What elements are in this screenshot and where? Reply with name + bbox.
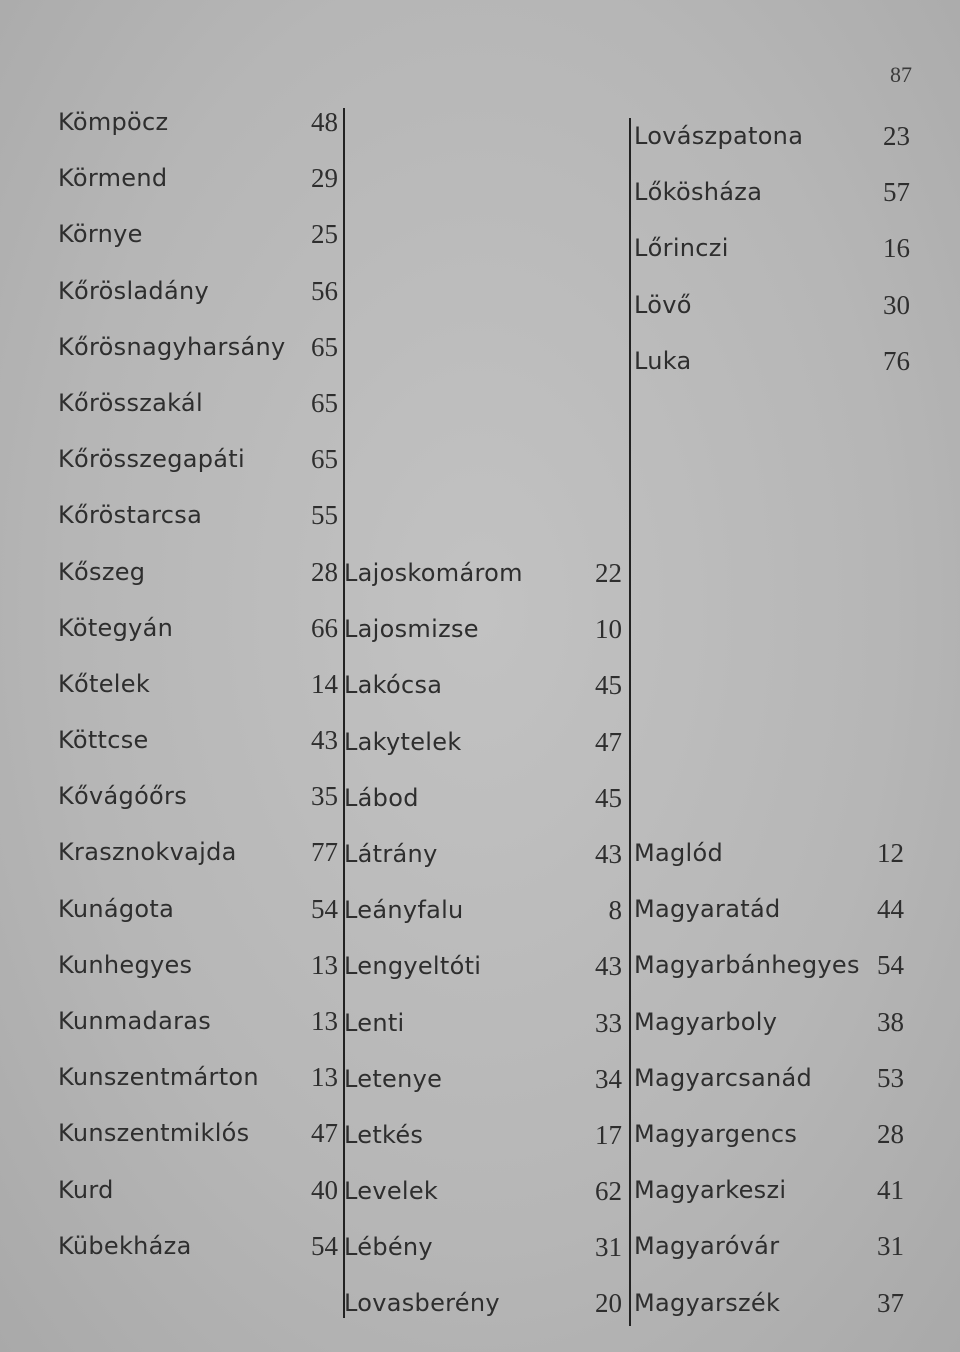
list-item bbox=[58, 714, 338, 770]
place-name: Lőkösháza bbox=[634, 178, 763, 207]
list-item bbox=[344, 716, 622, 772]
place-number: 28 bbox=[311, 556, 338, 587]
place-name: Lábod bbox=[344, 783, 419, 812]
list-item bbox=[58, 995, 338, 1051]
place-name: Körmend bbox=[58, 164, 168, 193]
list-item bbox=[344, 547, 622, 603]
place-number: 66 bbox=[311, 612, 338, 643]
place-name: Kübekháza bbox=[58, 1231, 192, 1260]
place-number: 28 bbox=[877, 1118, 904, 1149]
place-number: 38 bbox=[877, 1006, 904, 1037]
place-number: 13 bbox=[311, 949, 338, 980]
place-name: Lajosmizse bbox=[344, 615, 479, 644]
list-item bbox=[634, 939, 904, 995]
list-item bbox=[58, 546, 338, 602]
list-item bbox=[344, 828, 622, 884]
list-item bbox=[58, 826, 338, 882]
place-number: 29 bbox=[311, 163, 338, 194]
place-number: 41 bbox=[877, 1175, 904, 1206]
place-name: Kőröstarcsa bbox=[58, 501, 203, 530]
list-item bbox=[344, 603, 622, 659]
place-name: Magyarcsanád bbox=[634, 1063, 813, 1092]
place-number: 45 bbox=[595, 670, 622, 701]
place-name: Kunszentmiklós bbox=[58, 1119, 250, 1148]
list-item bbox=[344, 884, 622, 940]
page-number: 87 bbox=[890, 62, 912, 87]
list-item bbox=[634, 110, 910, 166]
list-item bbox=[58, 321, 338, 377]
place-number: 54 bbox=[877, 950, 904, 981]
place-name: Kunmadaras bbox=[58, 1007, 212, 1035]
place-number: 65 bbox=[311, 444, 338, 475]
place-name: Kőszeg bbox=[58, 557, 146, 586]
place-number: 10 bbox=[595, 614, 622, 645]
place-number: 35 bbox=[311, 781, 338, 812]
place-number: 43 bbox=[311, 725, 338, 756]
place-name: Kőrösszakál bbox=[58, 388, 203, 417]
place-name: Krasznokvajda bbox=[58, 838, 237, 867]
list-item bbox=[344, 1109, 622, 1165]
place-name: Kunszentmárton bbox=[58, 1063, 259, 1092]
list-item bbox=[634, 827, 904, 883]
place-number: 47 bbox=[595, 726, 622, 757]
place-number: 40 bbox=[311, 1174, 338, 1205]
place-number: 53 bbox=[877, 1062, 904, 1093]
list-item bbox=[58, 433, 338, 489]
list-item bbox=[58, 377, 338, 433]
place-name: Kőtelek bbox=[58, 669, 151, 698]
place-name: Látrány bbox=[344, 839, 438, 868]
list-item bbox=[634, 166, 910, 222]
list-item bbox=[344, 1165, 622, 1221]
place-name: Lengyeltóti bbox=[344, 952, 482, 981]
list-item bbox=[58, 1164, 338, 1220]
column-l-continued bbox=[634, 110, 910, 391]
place-name: Letenye bbox=[344, 1064, 443, 1093]
place-name: Lébény bbox=[344, 1233, 433, 1262]
list-item bbox=[58, 770, 338, 826]
list-item bbox=[634, 335, 910, 391]
place-name: Leányfalu bbox=[344, 896, 464, 925]
place-name: Magyaróvár bbox=[634, 1232, 780, 1261]
place-name: Lovászpatona bbox=[634, 122, 804, 150]
place-number: 54 bbox=[311, 1230, 338, 1261]
list-item bbox=[344, 1277, 622, 1333]
place-name: Lajoskomárom bbox=[344, 559, 523, 587]
place-name: Kurd bbox=[58, 1175, 114, 1204]
place-number: 37 bbox=[877, 1287, 904, 1318]
column-k-entries bbox=[58, 96, 338, 1276]
place-number: 23 bbox=[883, 121, 910, 151]
place-name: Kunágota bbox=[58, 894, 175, 923]
list-item bbox=[344, 1221, 622, 1277]
list-item bbox=[634, 996, 904, 1052]
place-name: Magyarkeszi bbox=[634, 1176, 787, 1205]
list-item bbox=[634, 1277, 904, 1333]
column-l-entries bbox=[344, 547, 622, 1334]
place-number: 48 bbox=[311, 107, 338, 137]
place-number: 65 bbox=[311, 331, 338, 362]
list-item bbox=[634, 1220, 904, 1276]
list-item bbox=[634, 883, 904, 939]
place-number: 17 bbox=[595, 1119, 622, 1150]
place-name: Lenti bbox=[344, 1008, 405, 1037]
place-number: 44 bbox=[877, 894, 904, 925]
place-name: Magyarszék bbox=[634, 1288, 781, 1317]
list-item bbox=[58, 1107, 338, 1163]
place-number: 77 bbox=[311, 837, 338, 868]
place-name: Levelek bbox=[344, 1177, 439, 1206]
list-item bbox=[58, 883, 338, 939]
list-item bbox=[634, 222, 910, 278]
list-item bbox=[344, 997, 622, 1053]
place-name: Kőrösszegapáti bbox=[58, 445, 245, 474]
place-name: Lövő bbox=[634, 290, 692, 319]
place-number: 62 bbox=[595, 1176, 622, 1207]
place-number: 16 bbox=[883, 233, 910, 264]
place-number: 57 bbox=[883, 177, 910, 208]
place-number: 31 bbox=[877, 1231, 904, 1262]
place-number: 65 bbox=[311, 387, 338, 418]
place-number: 45 bbox=[595, 782, 622, 813]
place-name: Magyarboly bbox=[634, 1007, 778, 1036]
list-item bbox=[344, 659, 622, 715]
place-number: 13 bbox=[311, 1006, 338, 1036]
place-number: 76 bbox=[883, 345, 910, 376]
list-item bbox=[634, 1052, 904, 1108]
list-item bbox=[344, 772, 622, 828]
place-name: Lakytelek bbox=[344, 727, 462, 756]
list-item bbox=[58, 152, 338, 208]
place-number: 34 bbox=[595, 1063, 622, 1094]
list-item bbox=[58, 489, 338, 545]
place-name: Lőrinczi bbox=[634, 234, 729, 263]
place-name: Kötegyán bbox=[58, 613, 174, 642]
place-number: 12 bbox=[877, 838, 904, 868]
place-name: Magyarbánhegyes bbox=[634, 951, 860, 980]
place-number: 55 bbox=[311, 500, 338, 531]
place-number: 22 bbox=[595, 558, 622, 588]
place-name: Környe bbox=[58, 220, 143, 249]
place-name: Kömpöcz bbox=[58, 108, 169, 136]
list-item bbox=[58, 96, 338, 152]
place-number: 33 bbox=[595, 1007, 622, 1038]
place-name: Kőrösnagyharsány bbox=[58, 332, 286, 361]
place-number: 20 bbox=[595, 1288, 622, 1319]
place-name: Maglód bbox=[634, 839, 724, 867]
place-number: 47 bbox=[311, 1118, 338, 1149]
list-item bbox=[634, 279, 910, 335]
list-item bbox=[58, 939, 338, 995]
list-item bbox=[58, 265, 338, 321]
place-name: Lovasberény bbox=[344, 1289, 500, 1318]
list-item bbox=[58, 602, 338, 658]
list-item bbox=[634, 1108, 904, 1164]
place-number: 14 bbox=[311, 668, 338, 699]
place-number: 8 bbox=[608, 895, 622, 926]
place-name: Magyaratád bbox=[634, 895, 781, 924]
place-name: Luka bbox=[634, 346, 692, 375]
place-name: Kővágóőrs bbox=[58, 782, 188, 811]
list-item bbox=[58, 1220, 338, 1276]
list-item bbox=[344, 940, 622, 996]
place-number: 25 bbox=[311, 219, 338, 250]
column-divider-2 bbox=[629, 118, 631, 1326]
list-item bbox=[344, 1053, 622, 1109]
place-name: Letkés bbox=[344, 1120, 424, 1149]
list-item bbox=[634, 1164, 904, 1220]
place-number: 56 bbox=[311, 275, 338, 306]
place-number: 54 bbox=[311, 893, 338, 924]
list-item bbox=[58, 1051, 338, 1107]
place-number: 30 bbox=[883, 289, 910, 320]
place-name: Kunhegyes bbox=[58, 950, 193, 979]
place-number: 43 bbox=[595, 951, 622, 982]
place-name: Magyargencs bbox=[634, 1119, 798, 1148]
list-item bbox=[58, 658, 338, 714]
place-number: 43 bbox=[595, 838, 622, 869]
place-number: 31 bbox=[595, 1232, 622, 1263]
place-name: Lakócsa bbox=[344, 671, 443, 700]
place-number: 13 bbox=[311, 1062, 338, 1093]
column-m-entries bbox=[634, 827, 904, 1333]
list-item bbox=[58, 208, 338, 264]
place-name: Kőrösladány bbox=[58, 276, 209, 305]
place-name: Köttcse bbox=[58, 726, 149, 755]
